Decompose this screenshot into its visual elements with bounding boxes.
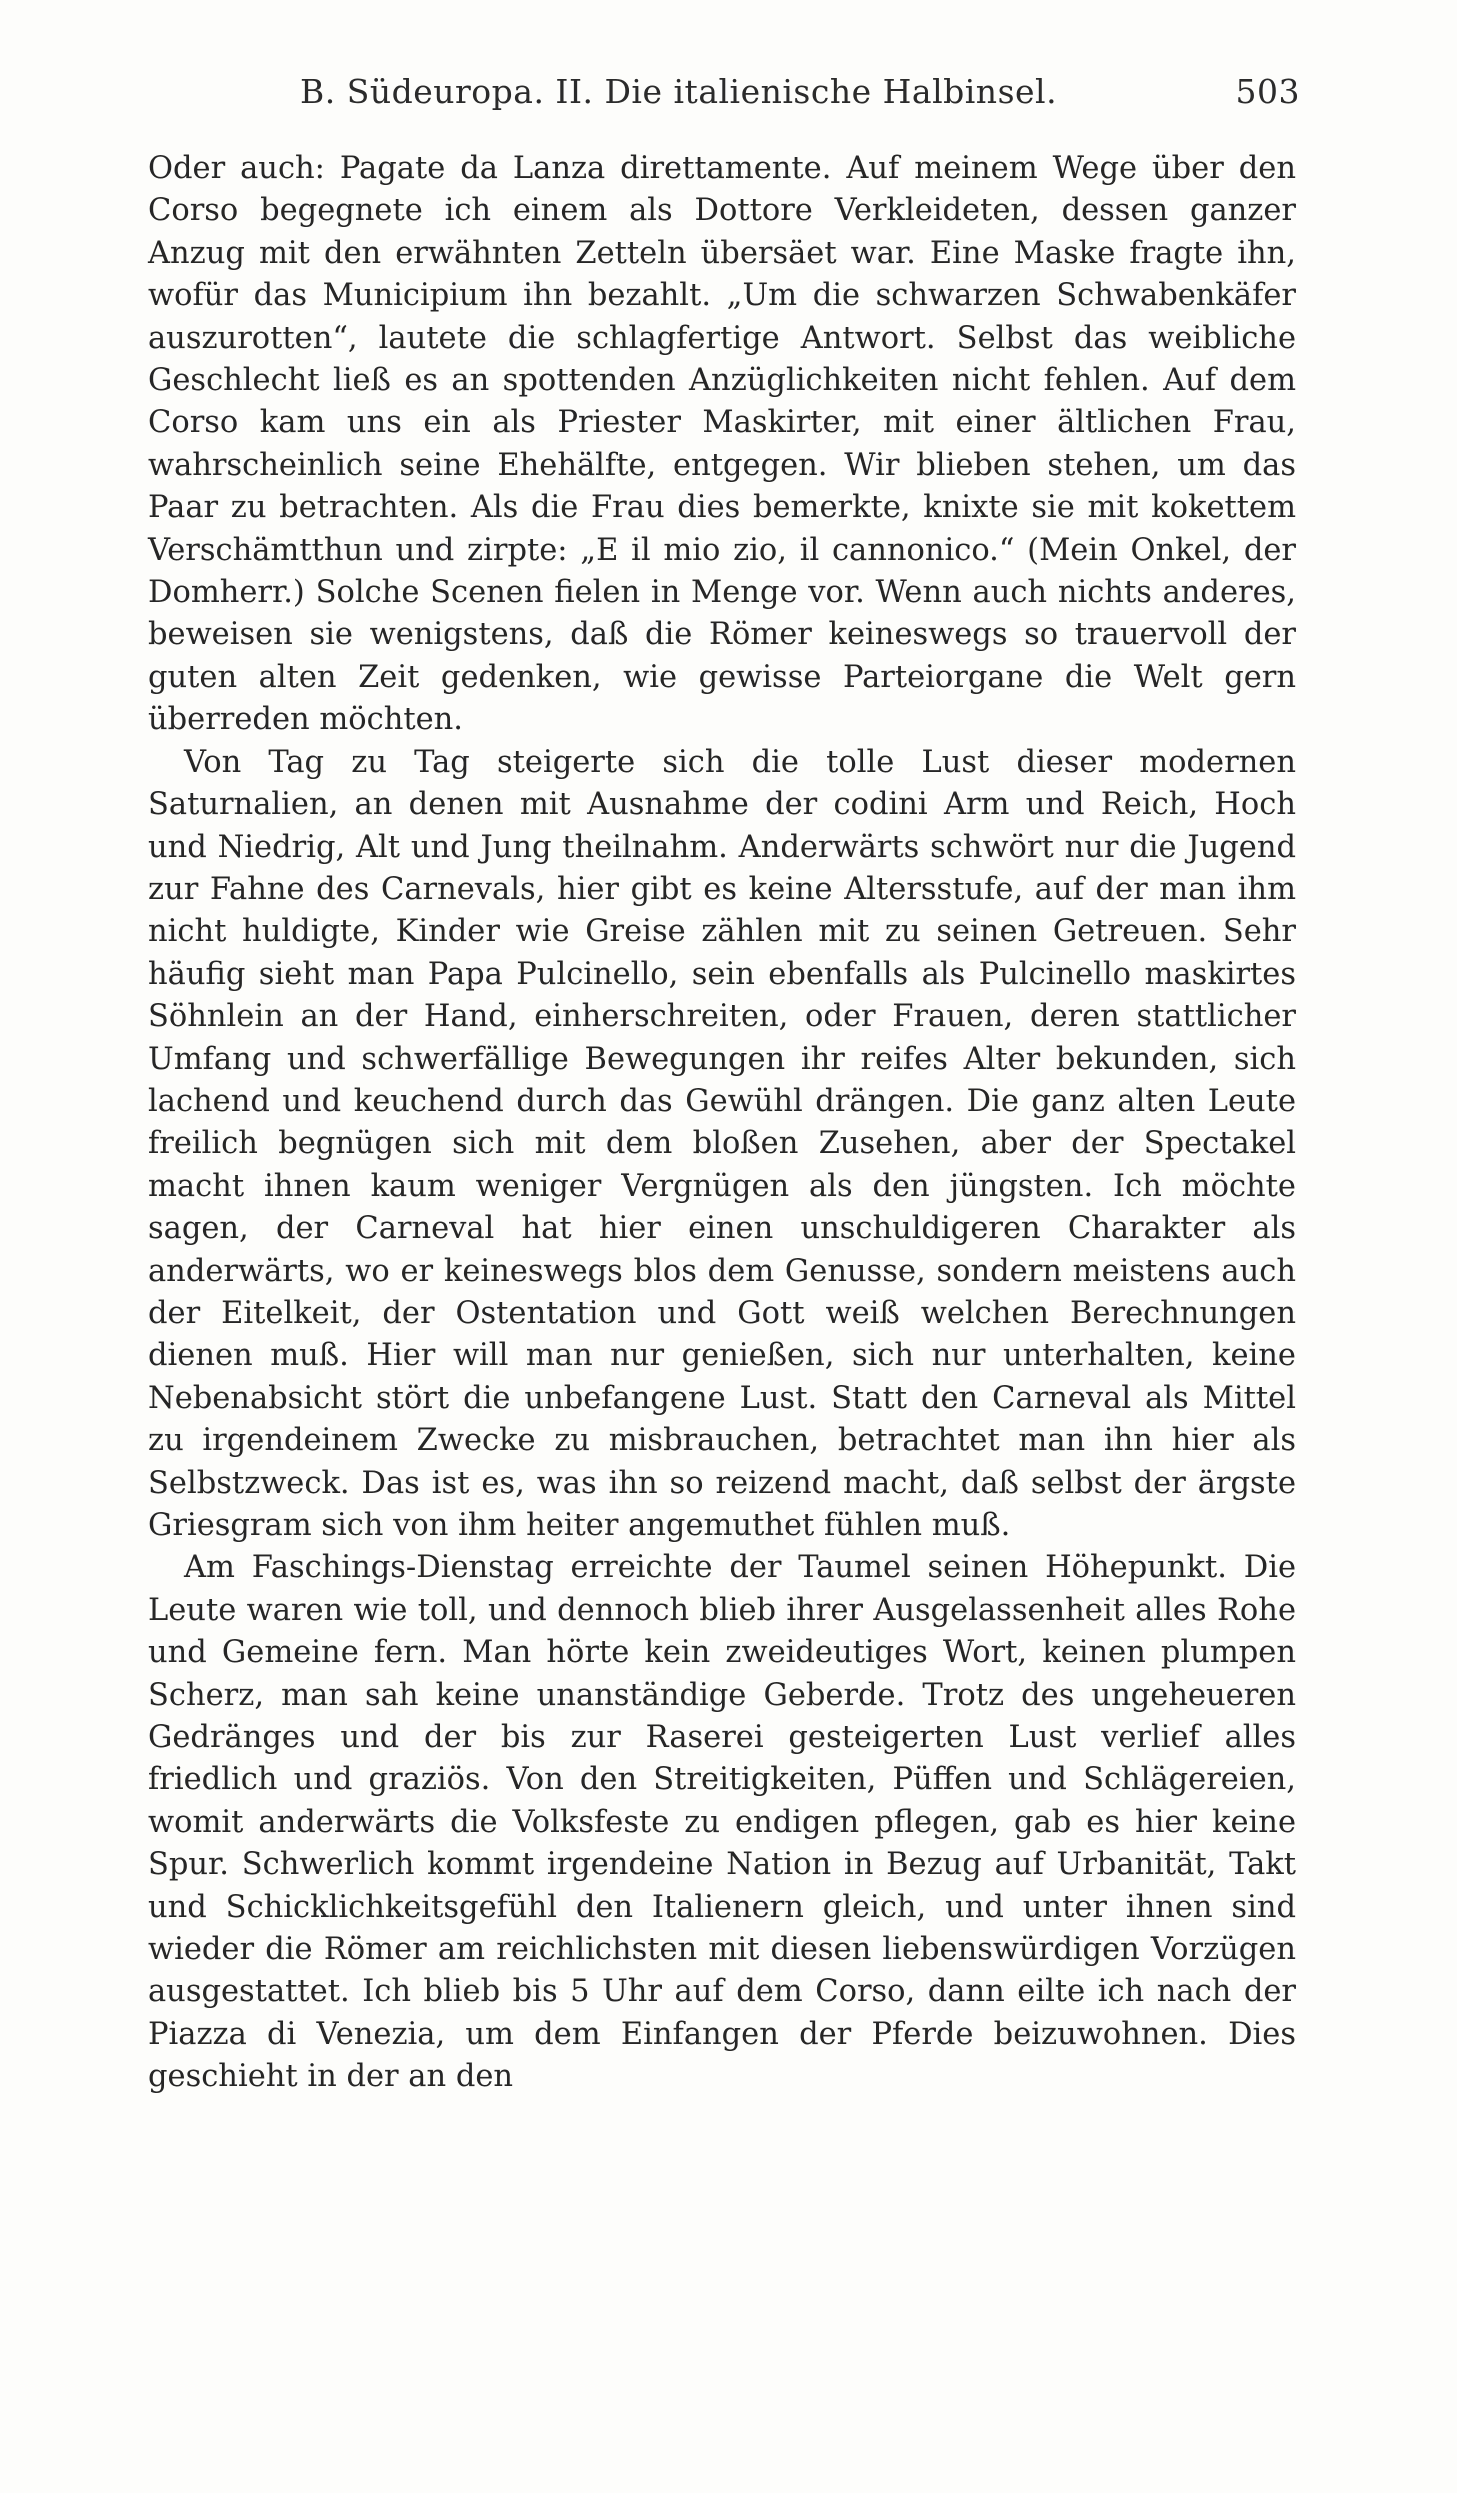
paragraph: Von Tag zu Tag steigerte sich die tolle Lust dieser modernen Saturnalien, an denen mit Ausnahme der codini Arm und Reich, Hoch und Niedrig, Alt und Jung theilnahm. Anderwärts schwört nur die Jugend zur Fahne des Carnevals, hier gibt es keine Altersstufe, auf der man ihm nicht huldigte, Kinder wie Greise zählen mit zu seinen Getreuen. Sehr häufig sieht man Papa Pulcinello, sein ebenfalls als Pulcinello maskirtes Söhnlein an der Hand, einherschreiten, oder Frauen, deren stattlicher Umfang und schwerfällige Bewegungen ihr reifes Alter bekunden, sich lachend und keuchend durch das Gewühl drängen. Die ganz alten Leute freilich begnügen sich mit dem bloßen Zusehen, aber der Spectakel macht ihnen kaum weniger Vergnügen als den jüngsten. Ich möchte sagen, der Carneval hat hier einen unschuldigeren Charakter als anderwärts, wo er keineswegs blos dem Genusse, sondern meistens auch der Eitelkeit, der Ostentation und Gott weiß welchen Berechnungen dienen muß. Hier will man nur genießen, sich nur unterhalten, keine Nebenabsicht stört die unbefangene Lust. Statt den Carneval als Mittel zu irgendeinem Zwecke zu misbrauchen, betrachtet man ihn hier als Selbstzweck. Das ist es, was ihn so reizend macht, daß selbst der ärgste Griesgram sich von ihm heiter angemuthet fühlen muß. [148, 744, 1296, 1543]
body-text [148, 148, 1296, 2099]
page-header [300, 72, 1300, 132]
paragraph: Am Faschings-Dienstag erreichte der Taumel seinen Höhepunkt. Die Leute waren wie toll, und dennoch blieb ihrer Ausgelassenheit alles Rohe und Gemeine fern. Man hörte kein zweideutiges Wort, keinen plumpen Scherz, man sah keine unanständige Geberde. Trotz des ungeheueren Gedränges und der bis zur Raserei gesteigerten Lust verlief alles friedlich und graziös. Von den Streitigkeiten, Püffen und Schlägereien, womit anderwärts die Volksfeste zu endigen pflegen, gab es hier keine Spur. Schwerlich kommt irgendeine Nation in Bezug auf Urbanität, Takt und Schicklichkeitsgefühl den Italienern gleich, und unter ihnen sind wieder die Römer am reichlichsten mit diesen liebenswürdigen Vorzügen ausgestattet. Ich blieb bis 5 Uhr auf dem Corso, dann eilte ich nach der Piazza di Venezia, um dem Einfangen der Pferde beizuwohnen. Dies geschieht in der an den [148, 1550, 1296, 2095]
paragraph: Oder auch: Pagate da Lanza direttamente. Auf meinem Wege über den Corso begegnete ich einem als Dottore Verkleideten, dessen ganzer Anzug mit den erwähnten Zetteln übersäet war. Eine Maske fragte ihn, wofür das Municipium ihn bezahlt. „Um die schwarzen Schwabenkäfer auszurotten“, lautete die schlagfertige Antwort. Selbst das weibliche Geschlecht ließ es an spottenden Anzüglichkeiten nicht fehlen. Auf dem Corso kam uns ein als Priester Maskirter, mit einer ältlichen Frau, wahrscheinlich seine Ehehälfte, entgegen. Wir blieben stehen, um das Paar zu betrachten. Als die Frau dies bemerkte, knixte sie mit kokettem Verschämtthun und zirpte: „E il mio zio, il cannonico.“ (Mein Onkel, der Domherr.) Solche Scenen fielen in Menge vor. Wenn auch nichts anderes, beweisen sie wenigstens, daß die Römer keineswegs so trauervoll der guten alten Zeit gedenken, wie gewisse Parteiorgane die Welt gern überreden möchten. [148, 151, 1296, 738]
running-head: B. Südeuropa. II. Die italienische Halbinsel. [300, 72, 1058, 111]
page-number: 503 [1235, 72, 1300, 111]
